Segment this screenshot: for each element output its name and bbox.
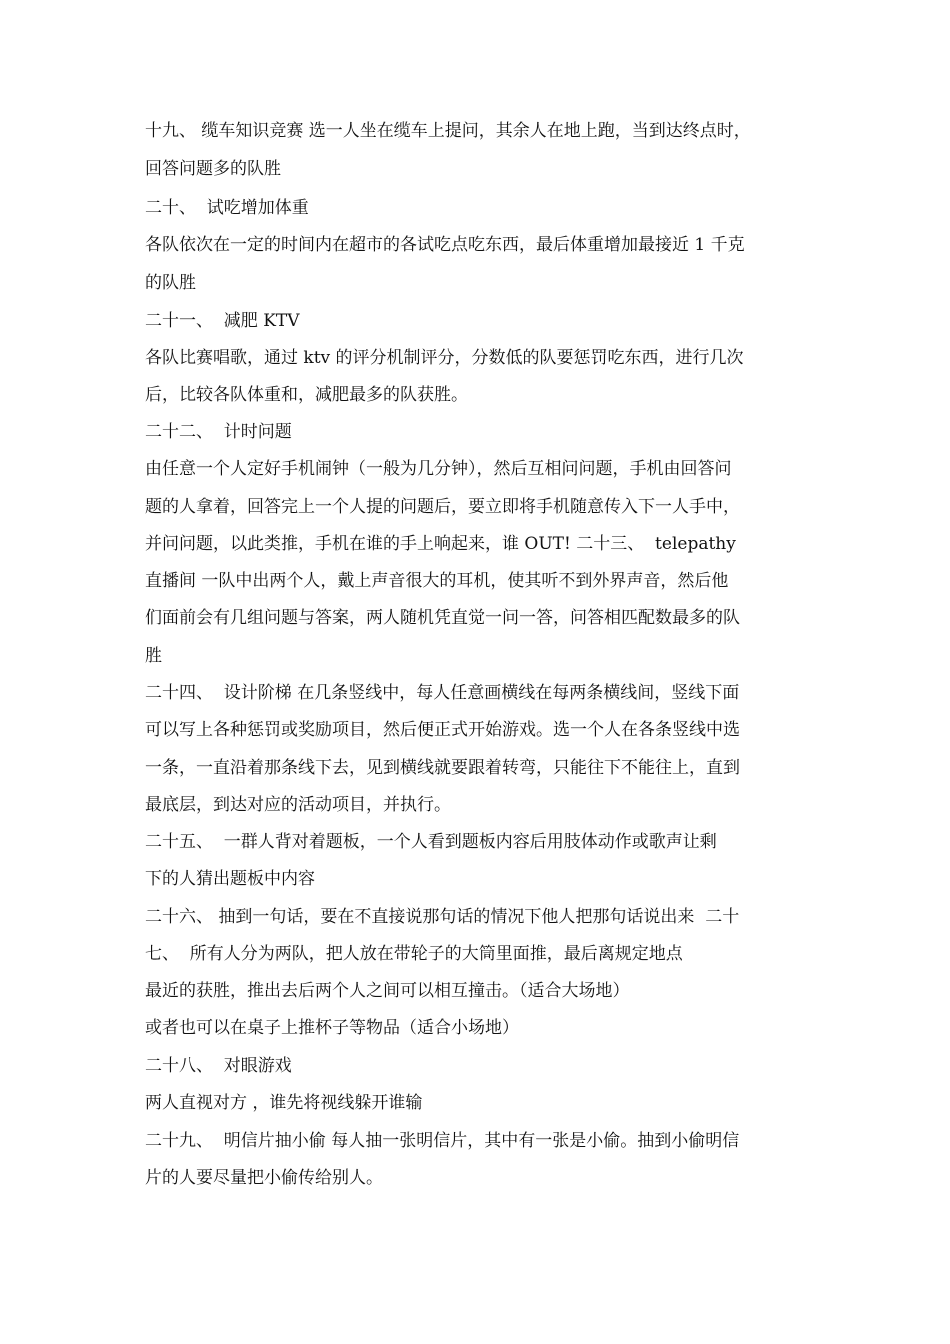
text-line: 下的人猜出题板中内容 [145, 869, 315, 889]
text-line: 的队胜 [145, 273, 196, 293]
text-line: 各队依次在一定的时间内在超市的各试吃点吃东西，最后体重增加最接近 1 千克 [145, 235, 745, 255]
text-line: 们面前会有几组问题与答案，两人随机凭直觉一问一答，问答相匹配数最多的队 [145, 608, 740, 628]
text-line: 两人直视对方 ，谁先将视线躲开谁输 [145, 1093, 423, 1113]
text-line: 可以写上各种惩罚或奖励项目，然后便正式开始游戏。选一个人在各条竖线中选 [145, 720, 740, 740]
text-line: 二十九、 明信片抽小偷 每人抽一张明信片，其中有一张是小偷。抽到小偷明信 [145, 1131, 740, 1151]
text-line: 胜 [145, 646, 162, 666]
text-line: 二十八、 对眼游戏 [145, 1056, 292, 1076]
text-line: 各队比赛唱歌，通过 ktv 的评分机制评分，分数低的队要惩罚吃东西，进行几次 [145, 348, 744, 368]
text-line: 最近的获胜，推出去后两个人之间可以相互撞击。（适合大场地） [145, 981, 630, 1001]
text-line: 片的人要尽量把小偷传给别人。 [145, 1168, 383, 1188]
text-line: 二十二、 计时问题 [145, 422, 292, 442]
text-line: 由任意一个人定好手机闹钟（一般为几分钟），然后互相问问题，手机由回答问 [145, 459, 732, 479]
text-line: 并问问题，以此类推，手机在谁的手上响起来，谁 OUT! 二十三、 telepathy [145, 534, 736, 554]
text-line: 二十五、 一群人背对着题板，一个人看到题板内容后用肢体动作或歌声让剩 [145, 832, 717, 852]
text-line: 七、 所有人分为两队，把人放在带轮子的大筒里面推，最后离规定地点 [145, 944, 683, 964]
text-line: 或者也可以在桌子上推杯子等物品（适合小场地） [145, 1018, 519, 1038]
text-line: 后，比较各队体重和，减肥最多的队获胜。 [145, 385, 468, 405]
text-line: 十九、 缆车知识竞赛 选一人坐在缆车上提问，其余人在地上跑，当到达终点时， [145, 121, 751, 141]
text-line: 最底层，到达对应的活动项目，并执行。 [145, 795, 451, 815]
text-line: 二十四、 设计阶梯 在几条竖线中，每人任意画横线在每两条横线间，竖线下面 [145, 683, 740, 703]
text-line: 回答问题多的队胜 [145, 159, 281, 179]
text-line: 一条，一直沿着那条线下去，见到横线就要跟着转弯，只能往下不能往上，直到 [145, 758, 740, 778]
text-line: 二十一、 减肥 KTV [145, 311, 300, 331]
text-line: 二十、 试吃增加体重 [145, 198, 309, 218]
text-line: 直播间 一队中出两个人，戴上声音很大的耳机，使其听不到外界声音，然后他 [145, 571, 729, 591]
text-line: 二十六、 抽到一句话，要在不直接说那句话的情况下他人把那句话说出来 二十 [145, 907, 740, 927]
text-line: 题的人拿着，回答完上一个人提的问题后，要立即将手机随意传入下一人手中， [145, 497, 740, 517]
